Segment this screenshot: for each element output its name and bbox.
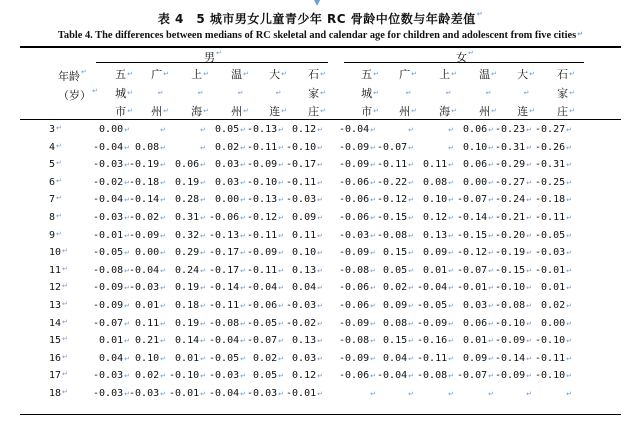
male-value-cell: 0.11↵: [292, 229, 323, 241]
female-value-cell: ↵: [408, 126, 414, 134]
female-value-cell: -0.06↵: [339, 212, 376, 223]
male-value-cell: -0.04↵: [93, 141, 130, 153]
female-value-cell: -0.16↵: [417, 335, 454, 347]
male-value-cell: -0.04↵: [93, 194, 130, 206]
male-value-cell: 0.21↵: [135, 335, 166, 347]
female-value-cell: ↵: [526, 390, 532, 398]
male-value-cell: -0.04↵: [209, 388, 246, 399]
male-value-cell: -0.03↵: [247, 388, 284, 399]
female-value-cell: -0.05↵: [535, 229, 572, 241]
male-value-cell: -0.04↵: [209, 335, 246, 347]
male-value-cell: -0.17↵: [286, 159, 323, 171]
male-value-cell: 0.14↵: [175, 335, 206, 347]
male-value-cell: -0.13↵: [247, 124, 284, 135]
female-value-cell: 0.06↵: [463, 317, 494, 329]
female-value-cell: -0.24↵: [495, 194, 532, 206]
male-value-cell: -0.09↵: [247, 159, 284, 171]
male-value-cell: -0.03↵: [93, 212, 130, 223]
female-value-cell: -0.21↵: [495, 212, 532, 223]
male-value-cell: 0.12↵: [292, 124, 323, 135]
male-city-header-3-line1: ↵: [237, 89, 244, 97]
male-value-cell: -0.04↵: [247, 282, 284, 294]
female-value-cell: -0.22↵: [377, 176, 414, 188]
male-value-cell: 0.05↵: [253, 370, 284, 382]
female-value-cell: -0.04↵: [417, 282, 454, 294]
male-value-cell: 0.01↵: [135, 300, 166, 311]
male-city-header-1-line1: ↵: [157, 89, 164, 97]
female-value-cell: -0.12↵: [377, 194, 414, 206]
male-value-cell: -0.19↵: [129, 159, 166, 171]
female-value-cell: ↵: [566, 390, 572, 398]
male-value-cell: 0.11↵: [135, 317, 166, 329]
row-age-label: 18↵: [49, 388, 68, 399]
male-value-cell: -0.14↵: [129, 194, 166, 206]
male-value-cell: -0.03↵: [286, 194, 323, 206]
female-city-header-2-line1: ↵: [445, 89, 452, 97]
row-age-label: 11↵: [49, 264, 68, 276]
male-value-cell: -0.11↵: [247, 264, 284, 276]
female-value-cell: -0.08↵: [377, 229, 414, 241]
female-value-cell: 0.00↵: [463, 176, 494, 188]
female-value-cell: -0.06↵: [339, 194, 376, 206]
female-value-cell: -0.03↵: [535, 247, 572, 259]
female-value-cell: ↵: [370, 390, 376, 398]
female-city-header-5-line2: 庄↵: [557, 105, 575, 118]
female-value-cell: -0.06↵: [339, 176, 376, 188]
female-value-cell: 0.01↵: [541, 282, 572, 294]
male-value-cell: -0.05↵: [209, 352, 246, 364]
female-city-header-1-line1: ↵: [405, 89, 412, 97]
female-city-header-0-line0: 五↵: [361, 68, 379, 81]
male-value-cell: -0.11↵: [247, 141, 284, 153]
male-value-cell: ↵: [200, 143, 206, 152]
female-value-cell: 0.09↵: [423, 247, 454, 259]
male-value-cell: -0.11↵: [209, 300, 246, 311]
row-age-label: 13↵: [49, 300, 68, 311]
male-value-cell: ↵: [200, 126, 206, 134]
male-value-cell: 0.08↵: [135, 141, 166, 153]
male-value-cell: -0.08↵: [93, 264, 130, 276]
female-value-cell: -0.23↵: [495, 124, 532, 135]
male-value-cell: -0.13↵: [209, 229, 246, 241]
female-city-header-2-line0: 上↵: [439, 68, 457, 81]
female-value-cell: -0.19↵: [495, 247, 532, 259]
male-value-cell: -0.03↵: [129, 282, 166, 294]
female-value-cell: 0.01↵: [463, 335, 494, 347]
male-value-cell: 0.02↵: [215, 141, 246, 153]
male-value-cell: -0.03↵: [93, 370, 130, 382]
female-value-cell: 0.09↵: [383, 300, 414, 311]
female-value-cell: ↵: [448, 390, 454, 398]
female-value-cell: 0.06↵: [463, 159, 494, 171]
male-value-cell: 0.05↵: [215, 124, 246, 135]
female-value-cell: -0.06↵: [339, 282, 376, 294]
male-value-cell: -0.03↵: [93, 159, 130, 171]
female-value-cell: -0.09↵: [417, 317, 454, 329]
male-value-cell: 0.13↵: [292, 264, 323, 276]
female-city-header-3-line2: 州↵: [479, 105, 497, 118]
female-value-cell: 0.08↵: [423, 176, 454, 188]
male-value-cell: 0.04↵: [292, 282, 323, 294]
male-city-header-0-line0: 五↵: [115, 68, 133, 81]
male-value-cell: 0.18↵: [175, 300, 206, 311]
female-value-cell: -0.20↵: [495, 229, 532, 241]
male-value-cell: -0.14↵: [209, 282, 246, 294]
female-value-cell: 0.02↵: [383, 282, 414, 294]
female-value-cell: -0.04↵: [339, 124, 376, 135]
male-city-header-5-line2: 庄↵: [308, 105, 326, 118]
male-city-header-5-line1: 家↵: [308, 87, 326, 100]
row-age-label: 6↵: [49, 176, 62, 188]
male-value-cell: 0.01↵: [175, 352, 206, 364]
female-value-cell: -0.10↵: [535, 370, 572, 382]
female-value-cell: 0.05↵: [383, 264, 414, 276]
female-value-cell: 0.09↵: [463, 352, 494, 364]
male-value-cell: 0.19↵: [175, 282, 206, 294]
female-value-cell: 0.10↵: [463, 141, 494, 153]
female-value-cell: -0.09↵: [339, 352, 376, 364]
male-value-cell: -0.11↵: [286, 176, 323, 188]
male-value-cell: -0.09↵: [247, 247, 284, 259]
female-city-header-4-line0: 大↵: [517, 68, 535, 81]
female-city-header-0-line2: 市↵: [361, 105, 379, 118]
female-value-cell: 0.03↵: [463, 300, 494, 311]
male-value-cell: 0.09↵: [292, 212, 323, 223]
male-value-cell: -0.18↵: [129, 176, 166, 188]
female-value-cell: 0.02↵: [541, 300, 572, 311]
female-value-cell: -0.07↵: [457, 194, 494, 206]
female-value-cell: -0.07↵: [377, 141, 414, 153]
male-value-cell: -0.11↵: [247, 229, 284, 241]
male-city-header-2-line0: 上↵: [191, 68, 209, 81]
male-value-cell: 0.04↵: [99, 352, 130, 364]
female-value-cell: 0.15↵: [383, 335, 414, 347]
female-value-cell: 0.11↵: [423, 159, 454, 171]
table-top-rule: [20, 46, 621, 48]
male-value-cell: -0.01↵: [93, 229, 130, 241]
female-value-cell: 0.00↵: [541, 317, 572, 329]
female-city-header-2-line2: 海↵: [439, 105, 457, 118]
female-value-cell: -0.06↵: [339, 370, 376, 382]
male-value-cell: -0.06↵: [209, 212, 246, 223]
female-value-cell: -0.11↵: [535, 212, 572, 223]
row-age-label: 8↵: [49, 212, 62, 223]
male-value-cell: 0.24↵: [175, 264, 206, 276]
female-value-cell: -0.09↵: [339, 317, 376, 329]
female-value-cell: -0.15↵: [495, 264, 532, 276]
male-value-cell: -0.09↵: [93, 300, 130, 311]
female-value-cell: ↵: [448, 126, 454, 134]
male-value-cell: 0.19↵: [175, 176, 206, 188]
male-value-cell: -0.03↵: [209, 370, 246, 382]
male-value-cell: -0.07↵: [247, 335, 284, 347]
male-value-cell: -0.10↵: [169, 370, 206, 382]
age-header-line2: （岁）↵: [58, 87, 98, 102]
male-city-header-0-line2: 市↵: [115, 105, 133, 118]
female-value-cell: -0.25↵: [535, 176, 572, 188]
female-value-cell: -0.09↵: [339, 247, 376, 259]
male-value-cell: -0.10↵: [286, 141, 323, 153]
female-value-cell: -0.14↵: [495, 352, 532, 364]
female-value-cell: -0.08↵: [339, 335, 376, 347]
row-age-label: 12↵: [49, 282, 68, 294]
male-value-cell: 0.29↵: [175, 247, 206, 259]
female-value-cell: -0.01↵: [457, 282, 494, 294]
male-value-cell: 0.01↵: [99, 335, 130, 347]
male-value-cell: -0.09↵: [93, 282, 130, 294]
female-value-cell: -0.11↵: [535, 352, 572, 364]
female-value-cell: -0.08↵: [417, 370, 454, 382]
female-value-cell: 0.13↵: [423, 229, 454, 241]
male-value-cell: 0.02↵: [135, 370, 166, 382]
male-city-header-2-line2: 海↵: [191, 105, 209, 118]
male-value-cell: -0.13↵: [247, 194, 284, 206]
female-value-cell: -0.03↵: [339, 229, 376, 241]
male-value-cell: 0.19↵: [175, 317, 206, 329]
female-value-cell: ↵: [448, 143, 454, 152]
female-value-cell: 0.04↵: [383, 352, 414, 364]
female-value-cell: -0.06↵: [339, 300, 376, 311]
female-value-cell: -0.12↵: [457, 247, 494, 259]
female-value-cell: -0.10↵: [495, 282, 532, 294]
male-value-cell: -0.05↵: [93, 247, 130, 259]
table-bottom-rule: [20, 414, 621, 415]
row-age-label: 3↵: [49, 124, 62, 135]
female-value-cell: 0.15↵: [383, 247, 414, 259]
male-value-cell: -0.01↵: [169, 388, 206, 399]
female-value-cell: -0.09↵: [339, 141, 376, 153]
female-value-cell: 0.10↵: [423, 194, 454, 206]
female-value-cell: -0.27↵: [535, 124, 572, 135]
row-age-label: 17↵: [49, 370, 68, 382]
female-value-cell: -0.11↵: [377, 159, 414, 171]
male-value-cell: -0.12↵: [247, 212, 284, 223]
female-city-header-5-line0: 石↵: [557, 68, 575, 81]
female-value-cell: -0.09↵: [495, 335, 532, 347]
row-age-label: 14↵: [49, 317, 68, 329]
male-value-cell: -0.02↵: [93, 176, 130, 188]
male-value-cell: -0.01↵: [286, 388, 323, 399]
female-city-header-0-line1: 城↵: [361, 87, 379, 100]
male-value-cell: ↵: [160, 126, 166, 134]
row-age-label: 15↵: [49, 335, 68, 347]
male-value-cell: 0.32↵: [175, 229, 206, 241]
male-value-cell: -0.10↵: [247, 176, 284, 188]
table-header-rule: [20, 119, 621, 120]
male-value-cell: 0.13↵: [292, 335, 323, 347]
female-value-cell: -0.10↵: [535, 335, 572, 347]
female-value-cell: -0.11↵: [417, 352, 454, 364]
row-age-label: 9↵: [49, 229, 62, 241]
female-value-cell: ↵: [408, 390, 414, 398]
female-value-cell: ↵: [488, 390, 494, 398]
female-value-cell: -0.18↵: [535, 194, 572, 206]
female-value-cell: -0.27↵: [495, 176, 532, 188]
male-value-cell: 0.00↵: [215, 194, 246, 206]
male-value-cell: 0.28↵: [175, 194, 206, 206]
female-value-cell: -0.04↵: [377, 370, 414, 382]
group-header-male: 男↵: [204, 49, 222, 64]
female-city-header-1-line2: 州↵: [399, 105, 417, 118]
female-value-cell: -0.10↵: [495, 317, 532, 329]
male-value-cell: -0.08↵: [209, 317, 246, 329]
male-value-cell: -0.03↵: [93, 388, 130, 399]
male-value-cell: 0.31↵: [175, 212, 206, 223]
row-age-label: 4↵: [49, 141, 62, 153]
female-value-cell: 0.12↵: [423, 212, 454, 223]
male-value-cell: 0.12↵: [292, 370, 323, 382]
male-value-cell: -0.04↵: [129, 264, 166, 276]
male-value-cell: -0.09↵: [129, 229, 166, 241]
row-age-label: 16↵: [49, 352, 68, 364]
female-value-cell: -0.29↵: [495, 159, 532, 171]
male-value-cell: -0.02↵: [129, 212, 166, 223]
female-value-cell: -0.05↵: [417, 300, 454, 311]
female-value-cell: -0.09↵: [495, 370, 532, 382]
male-value-cell: -0.05↵: [247, 317, 284, 329]
male-value-cell: -0.03↵: [286, 300, 323, 311]
female-value-cell: -0.01↵: [535, 264, 572, 276]
table-title-english: Table 4. The differences between medians of RC skeletal and calendar age for children and adolescent from five cities↵: [57, 30, 584, 41]
female-value-cell: 0.01↵: [423, 264, 454, 276]
row-age-label: 7↵: [49, 194, 62, 206]
male-city-header-3-line2: 州↵: [231, 105, 249, 118]
female-value-cell: 0.06↵: [463, 124, 494, 135]
female-value-cell: -0.08↵: [495, 300, 532, 311]
male-value-cell: -0.02↵: [286, 317, 323, 329]
male-value-cell: 0.03↵: [215, 159, 246, 171]
male-city-header-5-line0: 石↵: [308, 68, 326, 81]
male-value-cell: -0.17↵: [209, 264, 246, 276]
section-marker: ▼: [314, 0, 321, 7]
male-value-cell: 0.10↵: [292, 247, 323, 259]
male-city-header-4-line2: 连↵: [269, 105, 287, 118]
male-value-cell: 0.06↵: [175, 159, 206, 171]
male-city-header-3-line0: 温↵: [231, 68, 249, 81]
male-value-cell: -0.07↵: [93, 317, 130, 329]
male-city-header-4-line1: ↵: [275, 89, 282, 97]
female-city-header-4-line2: 连↵: [517, 105, 535, 118]
female-city-header-4-line1: ↵: [523, 89, 530, 97]
male-value-cell: 0.03↵: [292, 352, 323, 364]
row-age-label: 5↵: [49, 159, 62, 171]
table-title-chinese: 表 4 5 城市男女儿童青少年 RC 骨龄中位数与年龄差值↵: [157, 10, 484, 26]
group-header-female: 女↵: [456, 49, 474, 64]
age-header-line1: 年龄↵: [58, 68, 87, 83]
female-value-cell: -0.15↵: [377, 212, 414, 223]
male-value-cell: 0.03↵: [215, 176, 246, 188]
male-city-header-1-line0: 广↵: [151, 68, 169, 81]
female-city-header-3-line1: ↵: [485, 89, 492, 97]
male-city-header-1-line2: 州↵: [151, 105, 169, 118]
male-value-cell: 0.00↵: [135, 247, 166, 259]
female-value-cell: -0.08↵: [339, 264, 376, 276]
female-value-cell: -0.07↵: [457, 264, 494, 276]
female-value-cell: -0.14↵: [457, 212, 494, 223]
female-value-cell: -0.31↵: [535, 159, 572, 171]
male-city-header-2-line1: ↵: [197, 89, 204, 97]
female-city-header-3-line0: 温↵: [479, 68, 497, 81]
female-value-cell: -0.15↵: [457, 229, 494, 241]
male-value-cell: -0.06↵: [247, 300, 284, 311]
female-value-cell: 0.08↵: [383, 317, 414, 329]
female-city-header-1-line0: 广↵: [399, 68, 417, 81]
male-value-cell: 0.00↵: [99, 124, 130, 135]
male-city-header-4-line0: 大↵: [269, 68, 287, 81]
row-age-label: 10↵: [49, 247, 68, 259]
female-value-cell: -0.07↵: [457, 370, 494, 382]
male-value-cell: -0.03↵: [129, 388, 166, 399]
female-value-cell: -0.26↵: [535, 141, 572, 153]
male-value-cell: 0.02↵: [253, 352, 284, 364]
female-value-cell: -0.31↵: [495, 141, 532, 153]
female-value-cell: -0.09↵: [339, 159, 376, 171]
male-city-header-0-line1: 城↵: [115, 87, 133, 100]
male-value-cell: -0.17↵: [209, 247, 246, 259]
female-city-header-5-line1: 家↵: [557, 87, 575, 100]
male-value-cell: 0.10↵: [135, 352, 166, 364]
